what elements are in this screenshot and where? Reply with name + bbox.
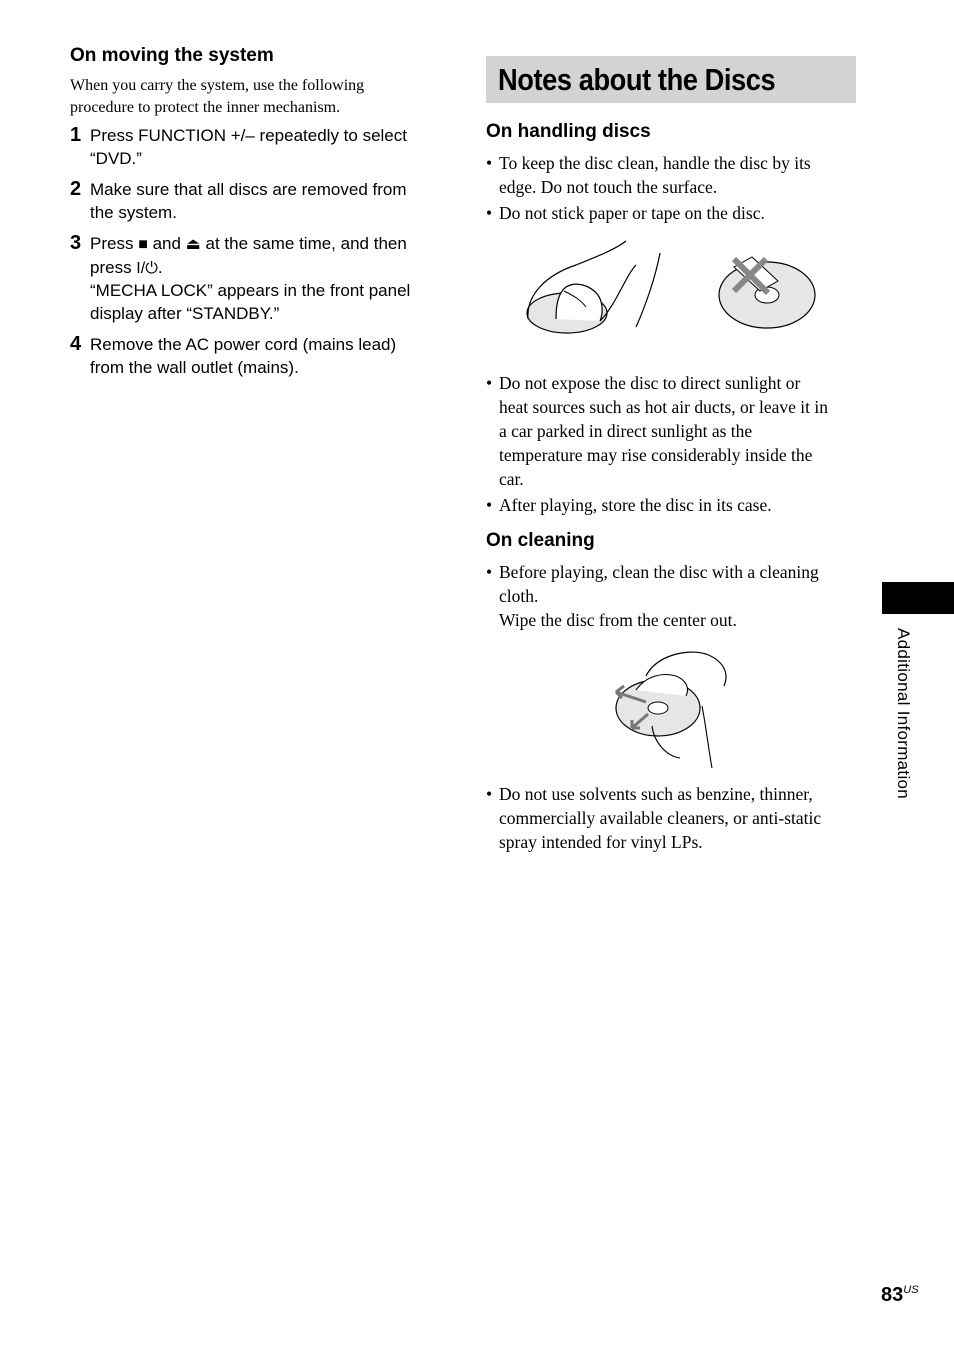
handling-bullets-a (486, 151, 856, 225)
cleaning-bullets-b (486, 782, 856, 854)
step-3: 3 Press ■ and ⏏ at the same time, and then press I/⏻. “MECHA LOCK” appears in the front panel display after “STANDBY.” (70, 232, 411, 323)
disc-cleaning-icon (486, 646, 856, 776)
list-item: • Do not use solvents such as benzine, thinner, commercially available cleaners, or anti-static spray intended for vinyl LPs. (486, 784, 822, 852)
page-suffix: US (903, 1284, 919, 1296)
step-number: 4 (70, 333, 82, 355)
list-item: • Do not expose the disc to direct sunlight or heat sources such as hot air ducts, or leave it in a car parked in direct sunlight as the temperature may rise considerably inside the car. (486, 373, 828, 489)
cleaning-heading: On cleaning (486, 530, 595, 551)
section-title: Notes about the Discs (498, 62, 776, 97)
handling-bullets-b (486, 371, 856, 517)
section-tab-marker (882, 582, 954, 614)
power-icon: I/⏻ (136, 259, 158, 277)
stop-icon: ■ (138, 236, 148, 253)
disc-handling-icon (486, 235, 856, 361)
step-number: 1 (70, 124, 82, 146)
list-item: • To keep the disc clean, handle the disc by its edge. Do not touch the surface. (486, 153, 811, 197)
side-section-label: Additional Information (894, 628, 913, 800)
list-item: • Before playing, clean the disc with a cleaning cloth. Wipe the disc from the center out. (486, 562, 819, 630)
cleaning-bullets-a (486, 560, 856, 632)
page-number: $83^{US}$ (881, 1284, 919, 1306)
list-item: • Do not stick paper or tape on the disc. (486, 203, 765, 223)
step-number: 3 (70, 232, 82, 254)
moving-intro: When you carry the system, use the following procedure to protect the inner mechanism. (70, 77, 365, 116)
step-1: 1 Press FUNCTION +/– repeatedly to select “DVD.” (70, 124, 407, 168)
list-item: • After playing, store the disc in its case. (486, 495, 772, 515)
disc-cleaning-illustration (486, 646, 856, 776)
step-number: 2 (70, 178, 82, 200)
right-column (486, 56, 856, 856)
step-4: 4 Remove the AC power cord (mains lead) from the wall outlet (mains). (70, 333, 397, 377)
moving-heading: On moving the system (70, 45, 274, 66)
disc-handling-illustration (486, 235, 856, 361)
left-column (70, 44, 445, 388)
section-title-band (486, 56, 856, 103)
moving-steps (70, 125, 445, 379)
handling-heading: On handling discs (486, 121, 651, 142)
step-2: 2 Make sure that all discs are removed from the system. (70, 178, 407, 222)
eject-icon: ⏏ (185, 236, 201, 253)
